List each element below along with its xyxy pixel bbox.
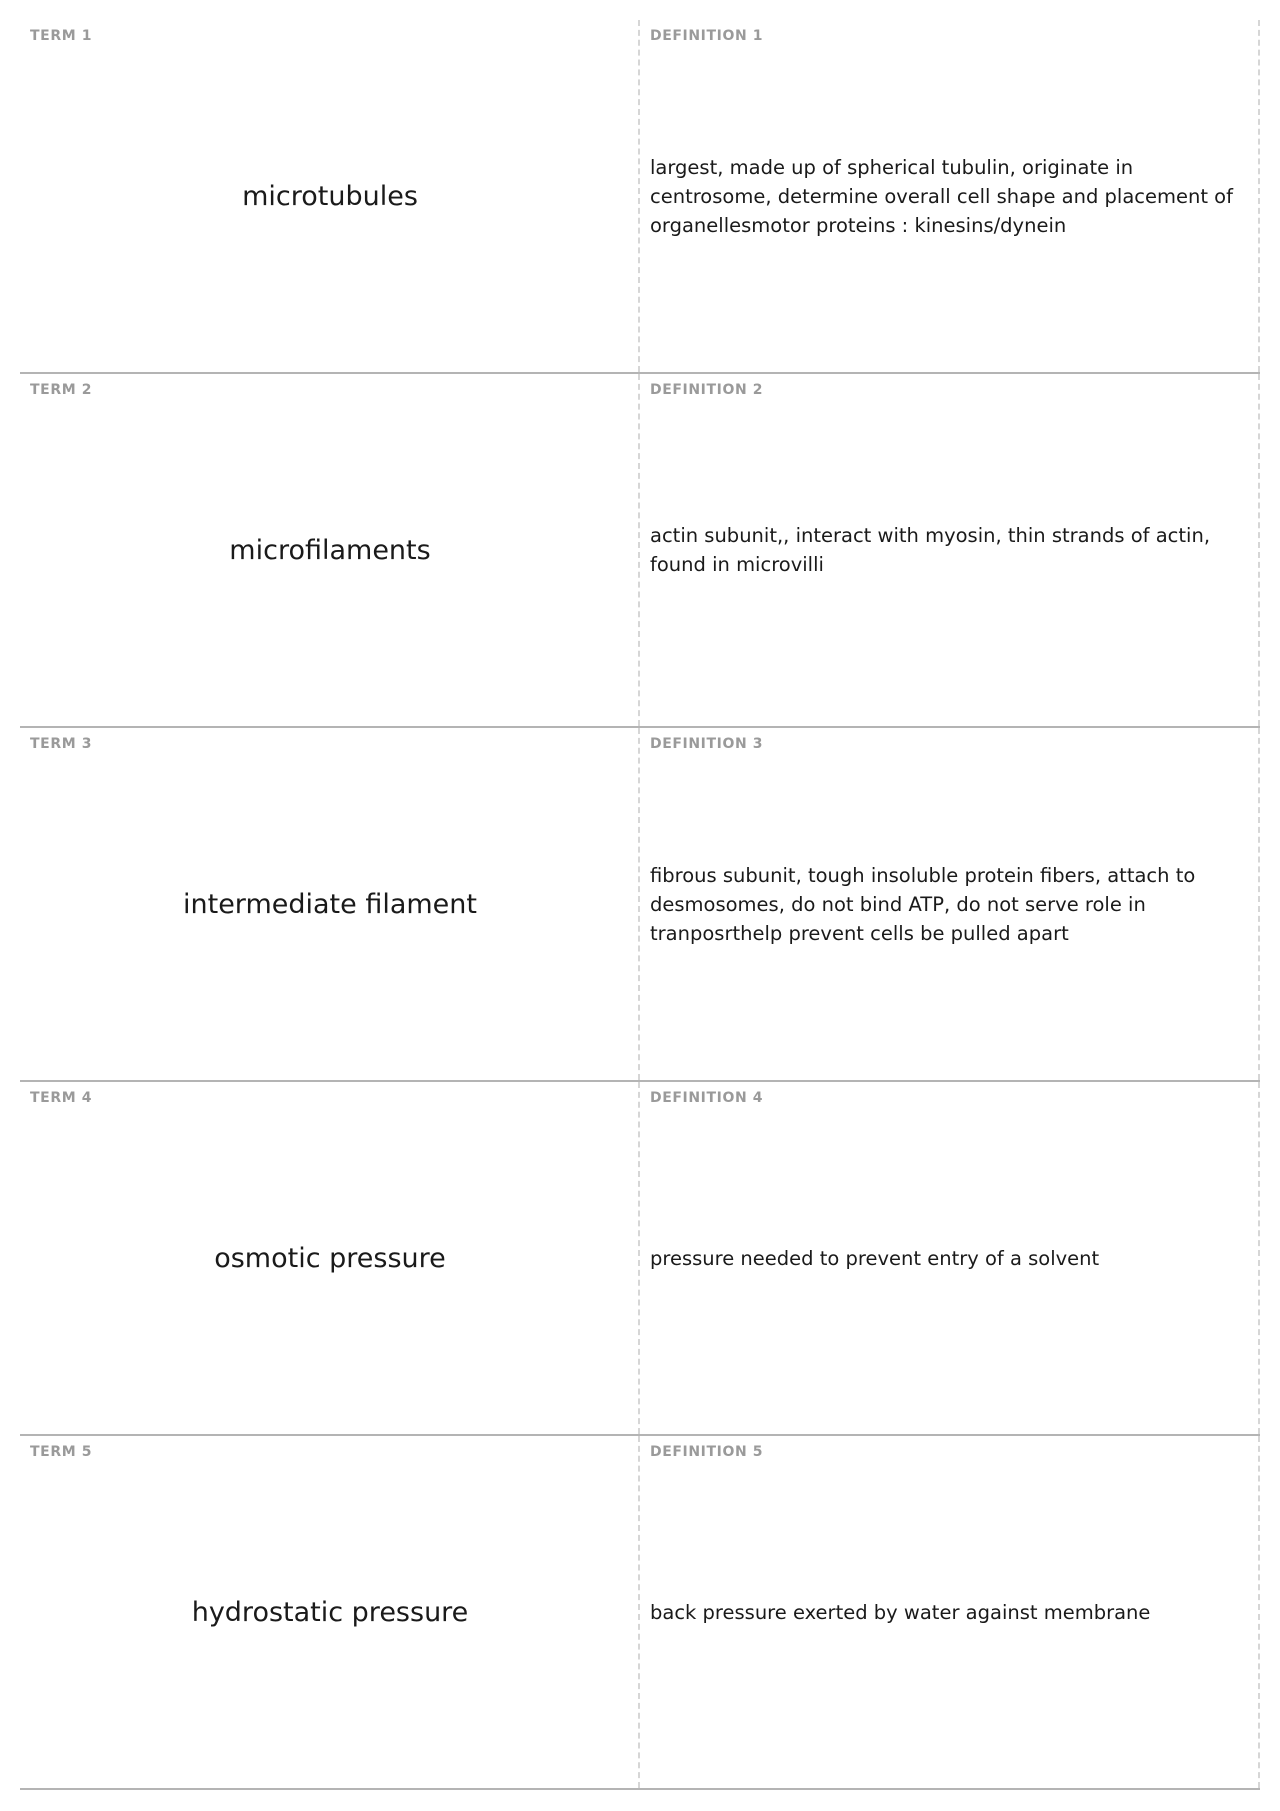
definition-text-wrap (650, 1436, 1250, 1788)
term-cell (20, 1436, 640, 1788)
term-cell (20, 20, 640, 372)
term-text: hydrostatic pressure (191, 1596, 469, 1628)
term-label: TERM 3 (30, 736, 93, 752)
definition-text-wrap (650, 728, 1250, 1080)
flashcard-row (20, 728, 1260, 1082)
term-text: microtubules (242, 180, 418, 212)
definition-text: fibrous subunit, tough insoluble protein fibers, attach to desmosomes, do not bind ATP, do not serve role in tranposrthelp prevent cells be pulled apart (650, 863, 1196, 945)
flashcard-row (20, 1436, 1260, 1790)
definition-cell (640, 1436, 1260, 1788)
definition-text-wrap (650, 20, 1250, 372)
definition-text: back pressure exerted by water against membrane (650, 1600, 1151, 1624)
definition-text: pressure needed to prevent entry of a solvent (650, 1246, 1100, 1270)
flashcard-row (20, 20, 1260, 374)
definition-label: DEFINITION 2 (650, 382, 764, 398)
term-text: intermediate filament (183, 888, 477, 920)
term-cell (20, 728, 640, 1080)
term-cell (20, 374, 640, 726)
flashcard-sheet (20, 20, 1260, 1790)
definition-label: DEFINITION 1 (650, 28, 764, 44)
definition-text-wrap (650, 374, 1250, 726)
flashcard-row (20, 374, 1260, 728)
definition-cell (640, 20, 1260, 372)
definition-cell (640, 1082, 1260, 1434)
term-label: TERM 1 (30, 28, 93, 44)
definition-cell (640, 374, 1260, 726)
term-label: TERM 2 (30, 382, 93, 398)
term-text: microfilaments (229, 534, 431, 566)
definition-text-wrap (650, 1082, 1250, 1434)
definition-cell (640, 728, 1260, 1080)
definition-label: DEFINITION 3 (650, 736, 764, 752)
definition-label: DEFINITION 4 (650, 1090, 764, 1106)
definition-text: largest, made up of spherical tubulin, originate in centrosome, determine overall cell shape and placement of organellesmotor proteins : kinesins/dynein (650, 155, 1233, 237)
term-label: TERM 4 (30, 1090, 93, 1106)
term-label: TERM 5 (30, 1444, 93, 1460)
definition-label: DEFINITION 5 (650, 1444, 764, 1460)
flashcard-row (20, 1082, 1260, 1436)
term-cell (20, 1082, 640, 1434)
term-text: osmotic pressure (214, 1242, 446, 1274)
definition-text: actin subunit,, interact with myosin, thin strands of actin, found in microvilli (650, 524, 1211, 576)
